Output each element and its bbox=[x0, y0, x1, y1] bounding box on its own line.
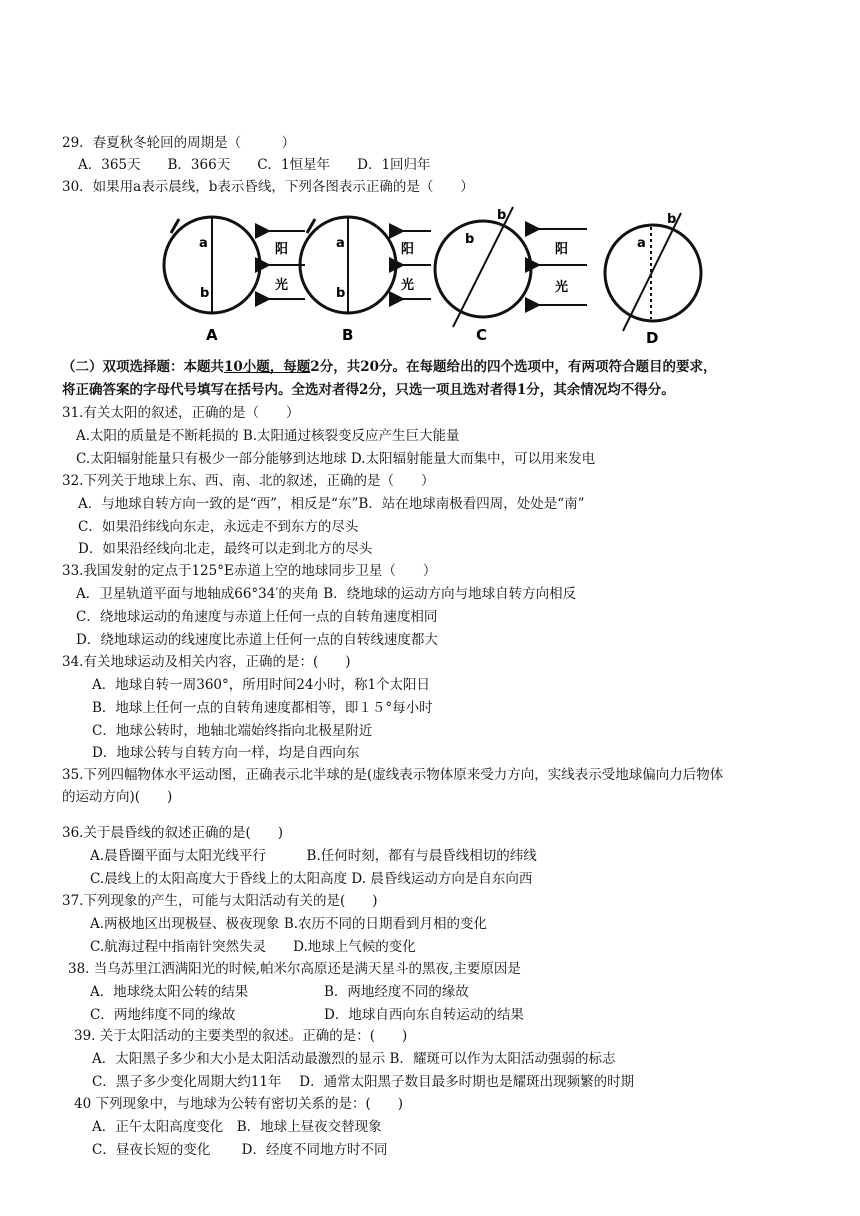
q37-stem: 37.下列现象的产生，可能与太阳活动有关的是( ) bbox=[62, 893, 378, 909]
figure-panel-c bbox=[435, 207, 587, 344]
panel-b-label-b: b bbox=[336, 286, 346, 301]
panel-b-title: B bbox=[342, 326, 354, 344]
q40-option-ab: A．正午太阳高度变化 B．地球上昼夜交替现象 bbox=[92, 1119, 382, 1135]
panel-c-sun-char-1: 阳 bbox=[555, 242, 569, 257]
panel-d-label-a: a bbox=[637, 236, 646, 251]
q38-option-d: D．地球自西向东自转运动的结果 bbox=[324, 1007, 524, 1023]
q40-stem: 40 下列现象中，与地球为公转有密切关系的是：( ) bbox=[74, 1096, 404, 1112]
section2-heading-part1: （二）双项选择题：本题共 bbox=[62, 359, 224, 375]
q31-options-1: A.太阳的质量是不断耗损的 B.太阳通过核裂变反应产生巨大能量 bbox=[76, 428, 460, 444]
q38-option-c: C．两地纬度不同的缘故 bbox=[90, 1007, 236, 1023]
q39-option-cd: C．黑子多少变化周期大约11年 D．通常太阳黑子数目最多时期也是耀斑出现频繁的时期 bbox=[92, 1074, 635, 1090]
section2-heading-line1 bbox=[62, 357, 716, 377]
q33-option-c: C．绕地球运动的角速度与赤道上任何一点的自转角速度相同 bbox=[76, 609, 438, 625]
panel-b-sun-char-2: 光 bbox=[401, 278, 415, 293]
q34-stem: 34.有关地球运动及相关内容，正确的是：( ) bbox=[62, 654, 351, 670]
panel-c-mark: b bbox=[497, 208, 507, 223]
q34-option-d: D．地球公转与自转方向一样，均是自西向东 bbox=[92, 745, 360, 761]
q38-option-b: B．两地经度不同的缘故 bbox=[324, 984, 469, 1000]
panel-a-sun-char-2: 光 bbox=[275, 278, 289, 293]
panel-c-title: C bbox=[476, 326, 488, 344]
q38-option-a: A．地球绕太阳公转的结果 bbox=[90, 984, 249, 1000]
section2-heading-underlined: 10小题，每题 bbox=[224, 359, 311, 375]
panel-d-title: D bbox=[646, 329, 659, 347]
figure-panel-d bbox=[605, 212, 701, 347]
figure-panel-b bbox=[300, 217, 431, 344]
q36-option-cd: C.晨线上的太阳高度大于昏线上的太阳高度 D. 晨昏线运动方向是自东向西 bbox=[90, 871, 533, 887]
section2-heading-part3: 2分，共20分。在每题给出的四个选项中，有两项符合题目的要求， bbox=[310, 359, 717, 375]
panel-b-sun-char-1: 阳 bbox=[401, 242, 415, 257]
q39-option-ab: A．太阳黑子多少和大小是太阳活动最激烈的显示 B．耀斑可以作为太阳活动强弱的标志 bbox=[92, 1051, 616, 1067]
panel-b-label-a: a bbox=[336, 236, 345, 251]
q32-option-c: C．如果沿纬线向东走，永远走不到东方的尽头 bbox=[78, 519, 359, 535]
q31-options-2: C.太阳辐射能量只有极少一部分能够到达地球 D.太阳辐射能量大而集中，可以用来发电 bbox=[76, 451, 596, 467]
q32-stem: 32.下列关于地球上东、西、南、北的叙述，正确的是（ ） bbox=[62, 473, 435, 489]
q30-figure-terminator-diagrams bbox=[155, 203, 715, 348]
q29-stem: 29．春夏秋冬轮回的周期是（ ） bbox=[62, 135, 296, 151]
panel-a-label-a: a bbox=[199, 236, 208, 251]
section2-heading-line2: 将正确答案的字母代号填写在括号内。全选对者得2分，只选一项且选对者得1分，其余情况均不得分。 bbox=[62, 382, 675, 398]
q36-stem: 36.关于晨昏线的叙述正确的是( ) bbox=[62, 825, 284, 841]
q33-stem: 33.我国发射的定点于125°E赤道上空的地球同步卫星（ ） bbox=[62, 563, 437, 579]
q31-stem: 31.有关太阳的叙述，正确的是（ ） bbox=[62, 405, 300, 421]
q35-stem-line1: 35.下列四幅物体水平运动图，正确表示北半球的是(虚线表示物体原来受力方向，实线表示受地球偏向力后物体 bbox=[62, 767, 724, 783]
q38-stem: 38. 当乌苏里江洒满阳光的时候,帕米尔高原还是满天星斗的黑夜,主要原因是 bbox=[68, 961, 521, 977]
q37-option-ab: A.两极地区出现极昼、极夜现象 B.农历不同的日期看到月相的变化 bbox=[90, 916, 488, 932]
figure-panel-a bbox=[164, 217, 305, 344]
q35-stem-line2: 的运动方向)( ) bbox=[62, 789, 173, 805]
q37-option-cd: C.航海过程中指南针突然失灵 D.地球上气候的变化 bbox=[90, 939, 416, 955]
q33-option-d: D．绕地球运动的线速度比赤道上任何一点的自转线速度都大 bbox=[76, 632, 438, 648]
q36-option-ab: A.晨昏圈平面与太阳光线平行 B.任何时刻，都有与晨昏线相切的纬线 bbox=[90, 848, 537, 864]
q30-stem: 30．如果用a表示晨线，b表示昏线，下列各图表示正确的是（ ） bbox=[62, 179, 474, 195]
panel-a-label-b: b bbox=[200, 286, 210, 301]
q39-stem: 39. 关于太阳活动的主要类型的叙述。正确的是：( ) bbox=[74, 1028, 408, 1044]
q34-option-b: B．地球上任何一点的自转角速度都相等，即１５°每小时 bbox=[92, 700, 433, 716]
q29-options: A．365天 B．366天 C．1恒星年 D．1回归年 bbox=[78, 157, 431, 173]
q34-option-a: A．地球自转一周360°，所用时间24小时，称1个太阳日 bbox=[92, 677, 431, 693]
panel-a-sun-char-1: 阳 bbox=[275, 242, 289, 257]
q34-option-c: C．地球公转时，地轴北端始终指向北极星附近 bbox=[92, 723, 373, 739]
panel-a-title: A bbox=[206, 326, 218, 344]
q32-option-ab: A．与地球自转方向一致的是“西”，相反是“东”B．站在地球南极看四周，处处是“南” bbox=[78, 496, 585, 512]
panel-d-mark: b bbox=[667, 212, 677, 227]
panel-c-sun-char-2: 光 bbox=[555, 280, 569, 295]
panel-c-label-b: b bbox=[465, 232, 475, 247]
q33-option-ab: A．卫星轨道平面与地轴成66°34′的夹角 B．绕地球的运动方向与地球自转方向相反 bbox=[76, 586, 577, 602]
q40-option-cd: C．昼夜长短的变化 D．经度不同地方时不同 bbox=[92, 1142, 388, 1158]
q32-option-d: D．如果沿经线向北走，最终可以走到北方的尽头 bbox=[78, 541, 373, 557]
